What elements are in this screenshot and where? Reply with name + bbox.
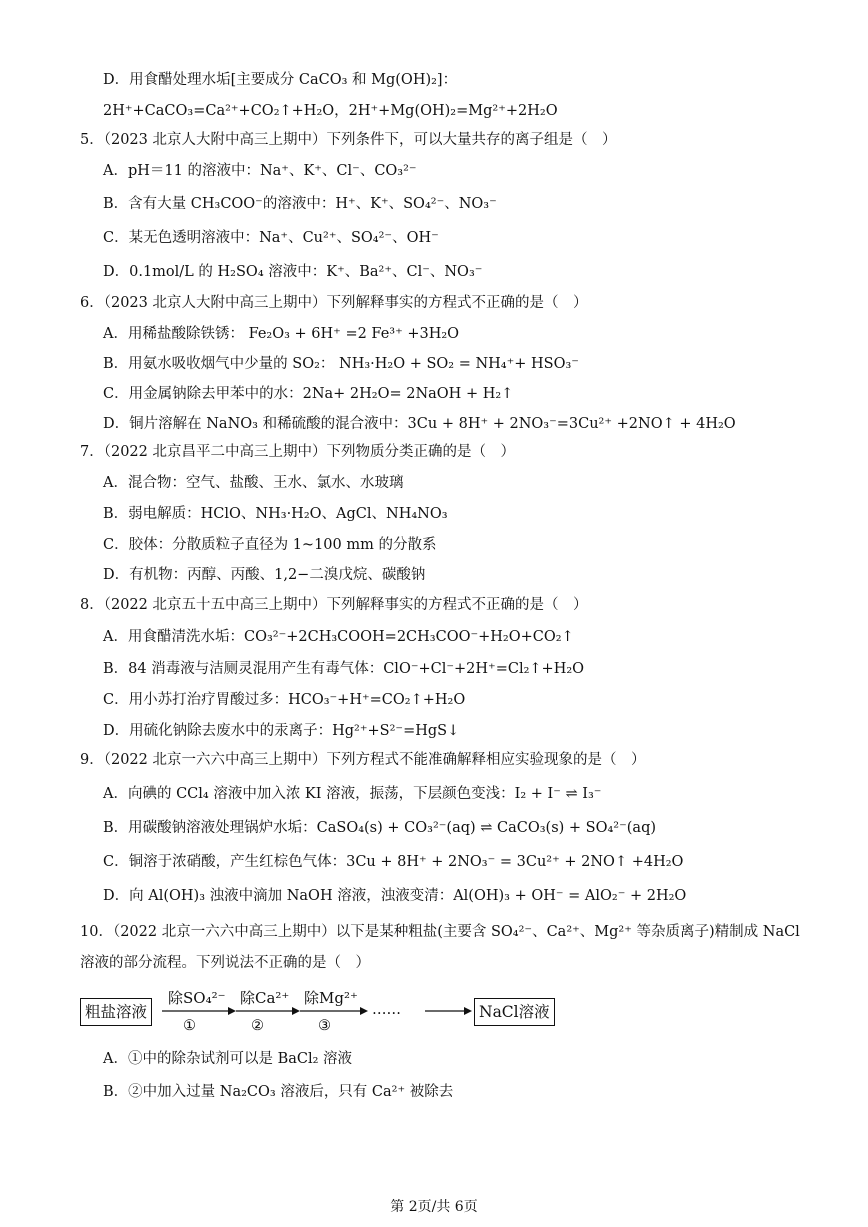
- flow-step2-number: ②: [251, 1018, 264, 1034]
- flow-step3-label: 除Mg²⁺: [304, 989, 358, 1007]
- flow-step1-number: ①: [183, 1018, 196, 1034]
- q7-option-a: A．混合物：空气、盐酸、王水、氯水、水玻璃: [103, 475, 404, 491]
- q9-option-b: B．用碳酸钠溶液处理锅炉水垢：CaSO₄(s) + CO₃²⁻(aq) ⇌ CaCO₃(s) + SO₄²⁻(aq): [103, 820, 657, 836]
- purification-flowchart: [80, 986, 640, 1036]
- flow-end-box: NaCl溶液: [474, 998, 555, 1026]
- q6-option-d: D．铜片溶解在 NaNO₃ 和稀硫酸的混合液中：3Cu + 8H⁺ + 2NO₃⁻=3Cu²⁺ +2NO↑ + 4H₂O: [103, 416, 736, 432]
- q6-option-c: C．用金属钠除去甲苯中的水：2Na+ 2H₂O= 2NaOH + H₂↑: [103, 386, 514, 402]
- question-8: 8．（2022 北京五十五中高三上期中）下列解释事实的方程式不正确的是（ ）: [80, 597, 588, 613]
- flow-step1-label: 除SO₄²⁻: [168, 989, 226, 1007]
- question-7: 7．（2022 北京昌平二中高三上期中）下列物质分类正确的是（ ）: [80, 444, 515, 460]
- q8-option-b: B．84 消毒液与洁厕灵混用产生有毒气体：ClO⁻+Cl⁻+2H⁺=Cl₂↑+H₂O: [103, 661, 585, 677]
- question-9: 9．（2022 北京一六六中高三上期中）下列方程式不能准确解释相应实验现象的是（ ）: [80, 752, 646, 768]
- q10-option-a: A．①中的除杂试剂可以是 BaCl₂ 溶液: [103, 1051, 353, 1067]
- q9-option-d: D．向 Al(OH)₃ 浊液中滴加 NaOH 溶液，浊液变清：Al(OH)₃ + OH⁻ = AlO₂⁻ + 2H₂O: [103, 888, 687, 904]
- flow-arrows: [80, 986, 640, 1036]
- flow-ellipsis: ……: [372, 1002, 401, 1018]
- page-footer: 第 2页/共 6页: [390, 1199, 478, 1215]
- q6-option-a: A．用稀盐酸除铁锈： Fe₂O₃ + 6H⁺ =2 Fe³⁺ +3H₂O: [103, 326, 460, 342]
- flow-step2-label: 除Ca²⁺: [240, 989, 290, 1007]
- question-10-line1: 10．（2022 北京一六六中高三上期中）以下是某种粗盐(主要含 SO₄²⁻、Ca²⁺、Mg²⁺ 等杂质离子)精制成 NaCl: [80, 924, 800, 940]
- q7-option-b: B．弱电解质：HClO、NH₃·H₂O、AgCl、NH₄NO₃: [103, 506, 448, 522]
- question-5: 5．（2023 北京人大附中高三上期中）下列条件下，可以大量共存的离子组是（ ）: [80, 132, 617, 148]
- flow-start-box: 粗盐溶液: [80, 998, 152, 1026]
- q7-option-d: D．有机物：丙醇、丙酸、1,2−二溴戊烷、碳酸钠: [103, 567, 426, 583]
- q8-option-c: C．用小苏打治疗胃酸过多：HCO₃⁻+H⁺=CO₂↑+H₂O: [103, 692, 466, 708]
- question-6: 6．（2023 北京人大附中高三上期中）下列解释事实的方程式不正确的是（ ）: [80, 295, 588, 311]
- q8-option-a: A．用食醋清洗水垢：CO₃²⁻+2CH₃COOH=2CH₃COO⁻+H₂O+CO₂↑: [103, 629, 574, 645]
- q5-option-b: B．含有大量 CH₃COO⁻的溶液中：H⁺、K⁺、SO₄²⁻、NO₃⁻: [103, 196, 497, 212]
- option-d-prev-line1: D．用食醋处理水垢[主要成分 CaCO₃ 和 Mg(OH)₂]：: [103, 72, 458, 88]
- flow-step3-number: ③: [318, 1018, 331, 1034]
- q9-option-c: C．铜溶于浓硝酸，产生红棕色气体：3Cu + 8H⁺ + 2NO₃⁻ = 3Cu²⁺ + 2NO↑ +4H₂O: [103, 854, 684, 870]
- q5-option-d: D．0.1mol/L 的 H₂SO₄ 溶液中：K⁺、Ba²⁺、Cl⁻、NO₃⁻: [103, 264, 483, 280]
- q7-option-c: C．胶体：分散质粒子直径为 1~100 mm 的分散系: [103, 537, 437, 553]
- q8-option-d: D．用硫化钠除去废水中的汞离子：Hg²⁺+S²⁻=HgS↓: [103, 723, 460, 739]
- q6-option-b: B．用氨水吸收烟气中少量的 SO₂： NH₃·H₂O + SO₂ = NH₄⁺+ HSO₃⁻: [103, 356, 579, 372]
- q9-option-a: A．向碘的 CCl₄ 溶液中加入浓 KI 溶液，振荡，下层颜色变浅：I₂ + I⁻ ⇌ I₃⁻: [103, 786, 602, 802]
- q5-option-a: A．pH＝11 的溶液中：Na⁺、K⁺、Cl⁻、CO₃²⁻: [103, 163, 417, 179]
- q10-option-b: B．②中加入过量 Na₂CO₃ 溶液后，只有 Ca²⁺ 被除去: [103, 1084, 454, 1100]
- question-10-line2: 溶液的部分流程。下列说法不正确的是（ ）: [80, 955, 370, 971]
- q5-option-c: C．某无色透明溶液中：Na⁺、Cu²⁺、SO₄²⁻、OH⁻: [103, 230, 439, 246]
- option-d-prev-line2: 2H⁺+CaCO₃=Ca²⁺+CO₂↑+H₂O，2H⁺+Mg(OH)₂=Mg²⁺+2H₂O: [103, 103, 558, 119]
